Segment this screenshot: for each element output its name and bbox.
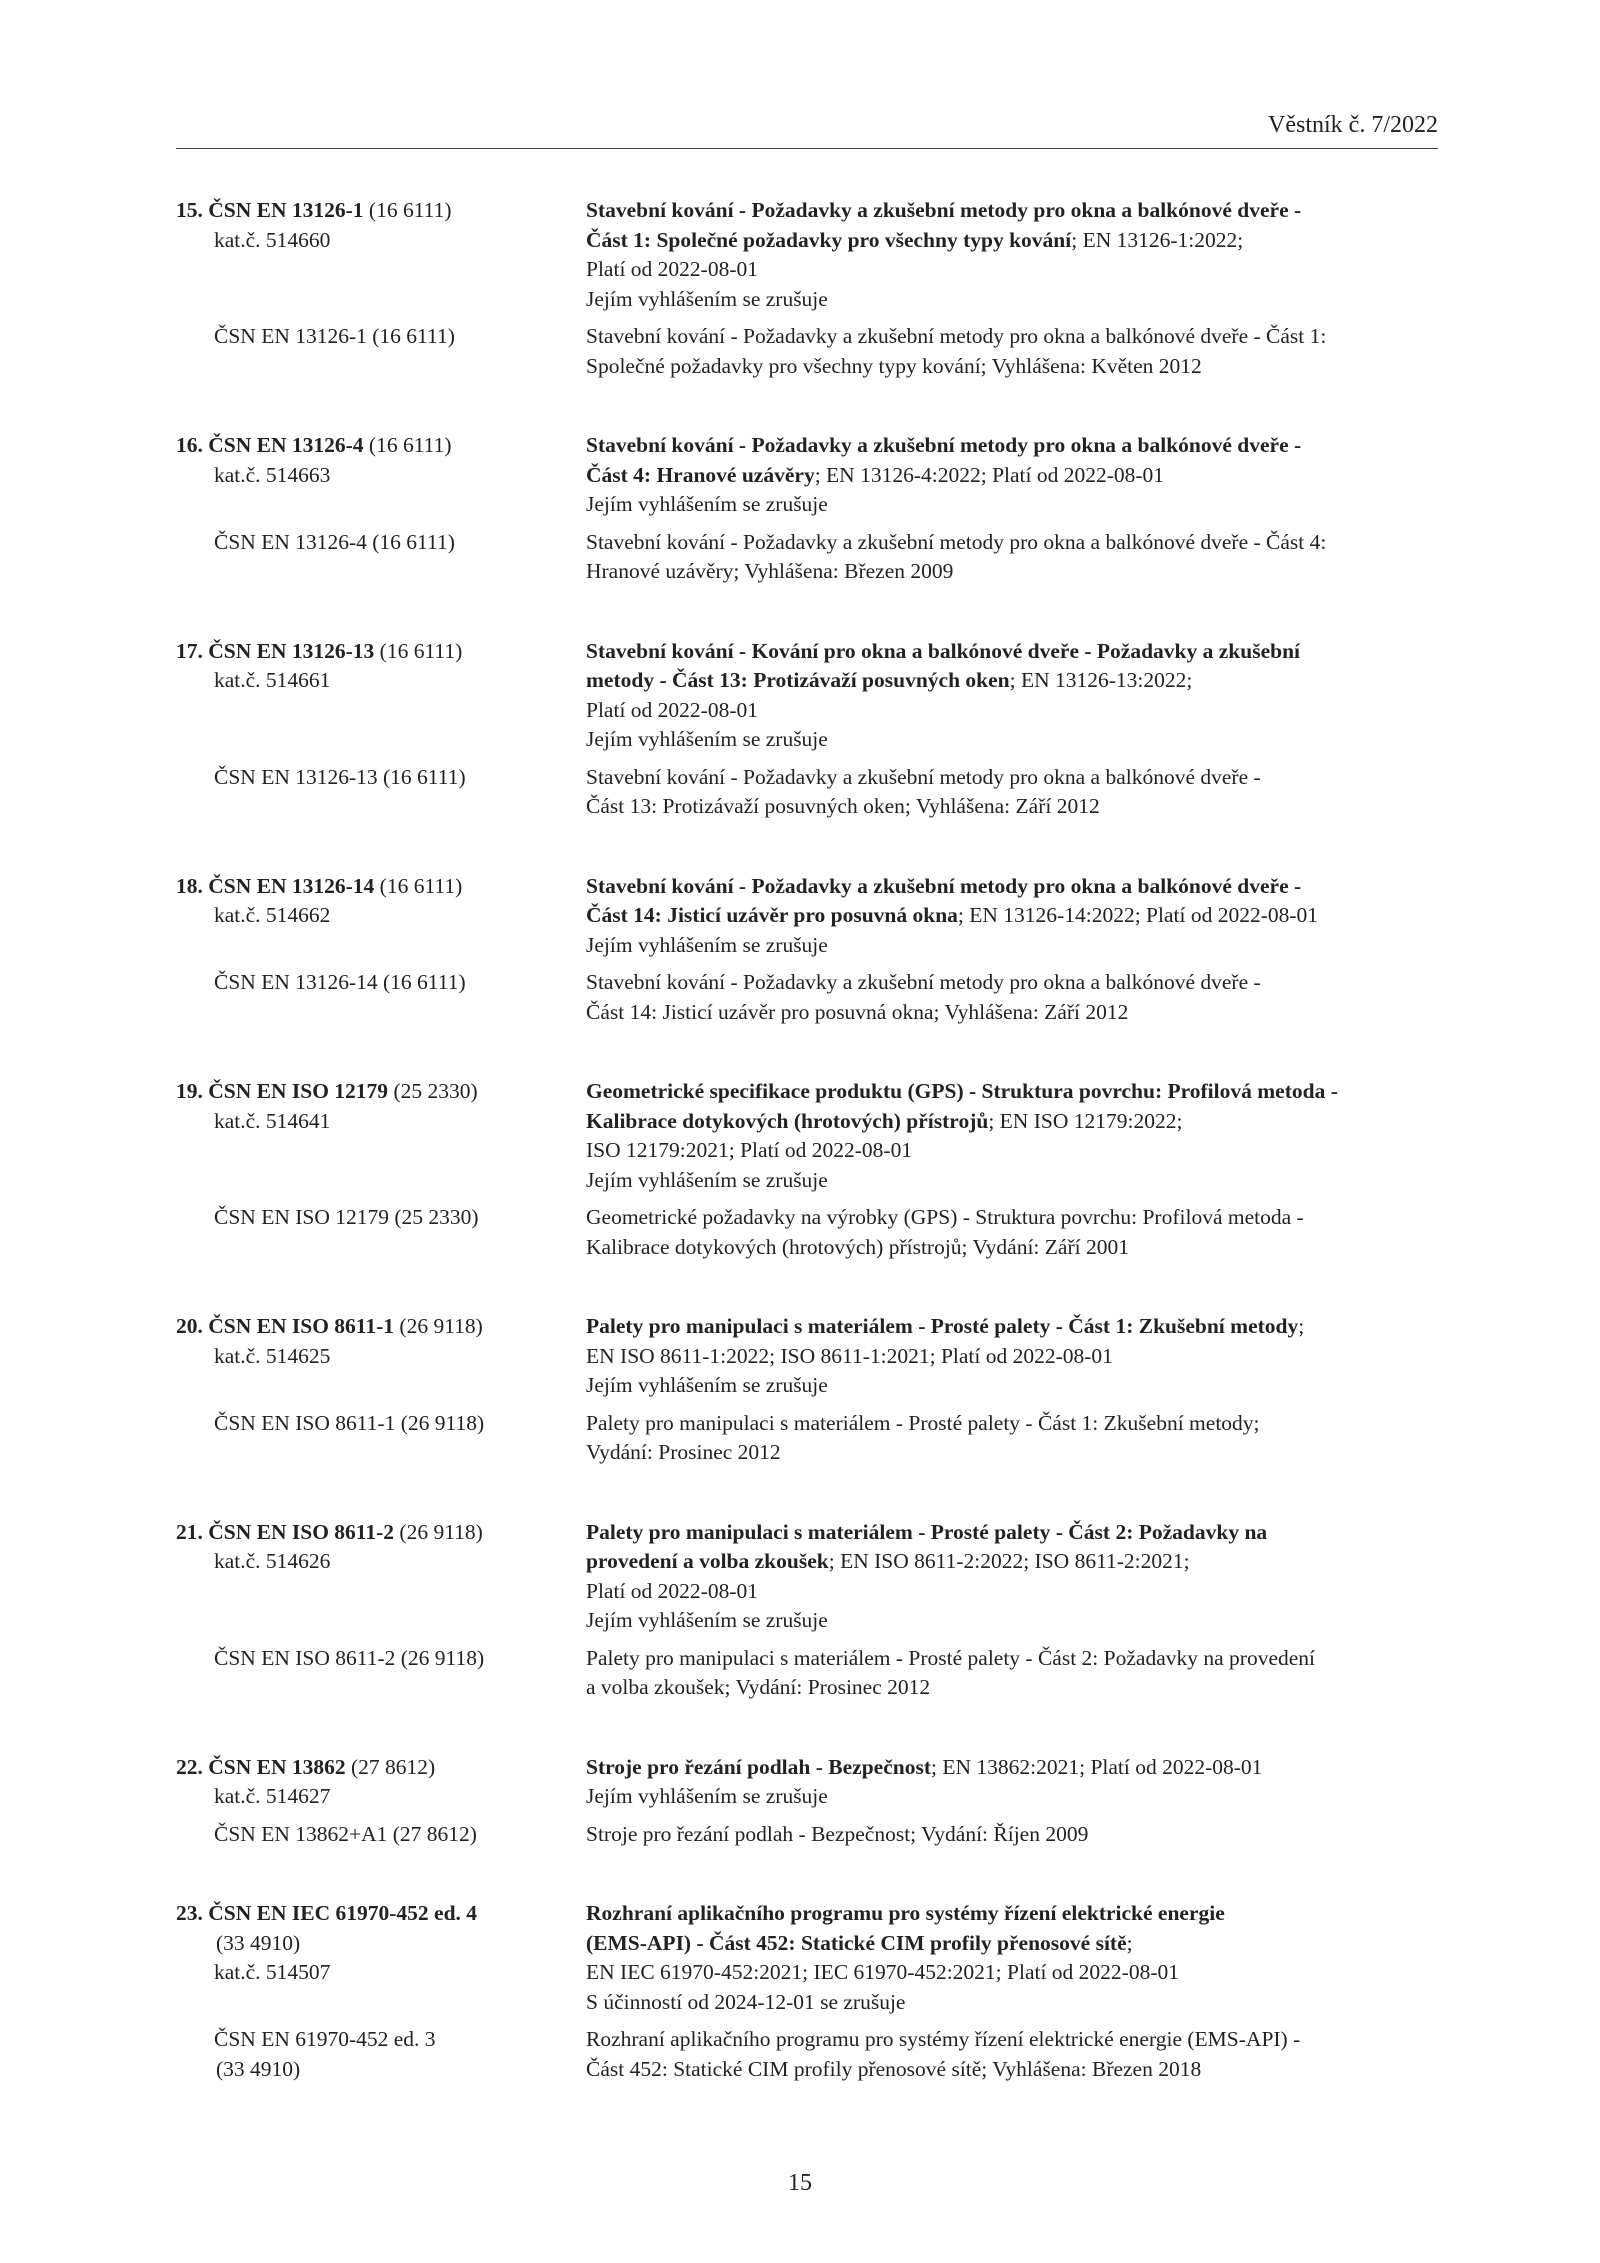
entry-number: 22.: [176, 1754, 203, 1779]
replaced-standard-code: ČSN EN 61970-452 ed. 3: [214, 2027, 436, 2051]
standard-title-cont: Část 14: Jisticí uzávěr pro posuvná okna: [586, 903, 958, 927]
standard-title: Stroje pro řezání podlah - Bezpečnost: [586, 1754, 931, 1779]
standard-code: ČSN EN ISO 8611-2: [208, 1519, 395, 1544]
validity-date: Platí od 2022-08-01: [586, 1578, 758, 1603]
catalog-number: kat.č. 514507: [214, 1960, 331, 1984]
classification-code: (33 4910): [216, 1930, 301, 1955]
entry-number: 17.: [176, 638, 203, 663]
replaced-standard-title: Stroje pro řezání podlah - Bezpečnost; Vydání: Říjen 2009: [586, 1821, 1089, 1846]
standard-title-punct: ;: [1298, 1314, 1305, 1338]
standard-title: Rozhraní aplikačního programu pro systémy řízení elektrické energie: [586, 1901, 1225, 1925]
replaced-standard-code: ČSN EN ISO 12179 (25 2330): [214, 1205, 479, 1229]
list-item: [176, 637, 1438, 822]
standard-title-punct: ;: [1126, 1930, 1133, 1955]
standard-reference: ; EN 13126-13:2022;: [1009, 668, 1193, 692]
replaced-standard-title-cont: Hranové uzávěry; Vyhlášena: Březen 2009: [586, 559, 954, 583]
replaced-standard-title: Stavební kování - Požadavky a zkušební metody pro okna a balkónové dveře -: [586, 764, 1261, 789]
standard-title-cont: Část 1: Společné požadavky pro všechny typy kování: [586, 227, 1072, 252]
replaced-standard-title: Geometrické požadavky na výrobky (GPS) - Struktura povrchu: Profilová metoda -: [586, 1205, 1304, 1229]
withdrawal-note: Jejím vyhlášením se zrušuje: [586, 1167, 828, 1192]
entry-number: 19.: [176, 1079, 203, 1103]
validity-date: Platí od 2022-08-01: [586, 257, 758, 281]
withdrawal-note: Jejím vyhlášením se zrušuje: [586, 1784, 828, 1808]
catalog-number: kat.č. 514661: [214, 668, 331, 692]
replaced-standard-title-cont: Část 13: Protizávaží posuvných oken; Vyhlášena: Září 2012: [586, 794, 1100, 818]
list-item: [176, 1077, 1438, 1262]
catalog-number: kat.č. 514662: [214, 903, 331, 927]
list-item: [176, 1312, 1438, 1468]
replaced-standard-code: ČSN EN ISO 8611-1 (26 9118): [214, 1410, 485, 1435]
list-item: [176, 872, 1438, 1028]
withdrawal-note: Jejím vyhlášením se zrušuje: [586, 1373, 828, 1397]
standard-reference: ; EN 13126-4:2022; Platí od 2022-08-01: [814, 462, 1165, 487]
entry-number: 16.: [176, 433, 203, 457]
standard-reference: EN ISO 8611-1:2022; ISO 8611-1:2021; Platí od 2022-08-01: [586, 1343, 1113, 1368]
catalog-number: kat.č. 514663: [214, 462, 331, 487]
entry-number: 15.: [176, 198, 203, 222]
standard-code: ČSN EN ISO 12179: [208, 1079, 389, 1103]
replaced-standard-code: ČSN EN 13126-14 (16 6111): [214, 970, 466, 994]
standards-list: [176, 196, 1438, 2134]
classification-code: (16 6111): [374, 638, 463, 663]
replaced-standard-title-cont: Vydání: Prosinec 2012: [586, 1440, 781, 1464]
withdrawal-note: Jejím vyhlášením se zrušuje: [586, 932, 828, 957]
replaced-standard-title: Stavební kování - Požadavky a zkušební metody pro okna a balkónové dveře - Část 4:: [586, 529, 1327, 554]
replaced-classification-code: (33 4910): [216, 2056, 301, 2081]
standard-title-cont: (EMS-API) - Část 452: Statické CIM profily přenosové sítě: [586, 1930, 1127, 1955]
classification-code: (26 9118): [394, 1314, 483, 1338]
classification-code: (16 6111): [374, 873, 463, 898]
list-item: [176, 431, 1438, 587]
replaced-standard-code: ČSN EN 13126-13 (16 6111): [214, 764, 466, 789]
withdrawal-note: Jejím vyhlášením se zrušuje: [586, 492, 828, 516]
catalog-number: kat.č. 514626: [214, 1549, 331, 1573]
page-header: [176, 108, 1438, 149]
replaced-standard-title-cont: Kalibrace dotykových (hrotových) přístrojů; Vydání: Září 2001: [586, 1234, 1129, 1259]
standard-reference: ; EN 13862:2021; Platí od 2022-08-01: [930, 1754, 1263, 1779]
replaced-standard-title-cont: Část 452: Statické CIM profily přenosové sítě; Vyhlášena: Březen 2018: [586, 2056, 1202, 2081]
standard-code: ČSN EN 13862: [208, 1754, 346, 1779]
replaced-standard-title-cont: a volba zkoušek; Vydání: Prosinec 2012: [586, 1675, 931, 1699]
standard-title-cont: provedení a volba zkoušek: [586, 1549, 829, 1573]
standard-code: ČSN EN 13126-4: [208, 433, 364, 457]
standard-title: Palety pro manipulaci s materiálem - Prosté palety - Část 2: Požadavky na: [586, 1519, 1268, 1544]
list-item: [176, 1753, 1438, 1850]
replaced-standard-code: ČSN EN 13126-4 (16 6111): [214, 529, 455, 554]
list-item: [176, 1518, 1438, 1703]
replaced-standard-title: Palety pro manipulaci s materiálem - Prosté palety - Část 1: Zkušební metody;: [586, 1410, 1260, 1435]
entry-number: 23.: [176, 1901, 203, 1925]
classification-code: (16 6111): [363, 433, 452, 457]
withdrawal-note: Jejím vyhlášením se zrušuje: [586, 286, 828, 311]
validity-date: ISO 12179:2021; Platí od 2022-08-01: [586, 1138, 913, 1162]
replaced-standard-title: Rozhraní aplikačního programu pro systémy řízení elektrické energie (EMS-API) -: [586, 2027, 1301, 2051]
standard-code: ČSN EN ISO 8611-1: [208, 1314, 395, 1338]
list-item: [176, 196, 1438, 381]
replaced-standard-title-cont: Část 14: Jisticí uzávěr pro posuvná okna; Vyhlášena: Září 2012: [586, 999, 1129, 1024]
standard-title-cont: Kalibrace dotykových (hrotových) přístrojů: [586, 1108, 989, 1133]
entry-number: 20.: [176, 1314, 203, 1338]
replaced-standard-title: Palety pro manipulaci s materiálem - Prosté palety - Část 2: Požadavky na provedení: [586, 1645, 1316, 1670]
standard-code: ČSN EN 13126-13: [208, 638, 375, 663]
standard-title-cont: metody - Část 13: Protizávaží posuvných oken: [586, 668, 1010, 692]
replaced-standard-title: Stavební kování - Požadavky a zkušební metody pro okna a balkónové dveře - Část 1:: [586, 324, 1327, 348]
catalog-number: kat.č. 514660: [214, 227, 331, 252]
withdrawal-note: S účinností od 2024-12-01 se zrušuje: [586, 1989, 906, 2014]
catalog-number: kat.č. 514641: [214, 1108, 331, 1133]
page-number: 15: [788, 2170, 812, 2196]
journal-issue-title: Věstník č. 7/2022: [1268, 112, 1438, 138]
replaced-standard-title: Stavební kování - Požadavky a zkušební metody pro okna a balkónové dveře -: [586, 970, 1261, 994]
replaced-standard-title-cont: Společné požadavky pro všechny typy kování; Vyhlášena: Květen 2012: [586, 353, 1202, 378]
standard-reference: EN IEC 61970-452:2021; IEC 61970-452:2021; Platí od 2022-08-01: [586, 1960, 1180, 1984]
standard-title: Palety pro manipulaci s materiálem - Prosté palety - Část 1: Zkušební metody: [586, 1314, 1299, 1338]
standard-title: Geometrické specifikace produktu (GPS) - Struktura povrchu: Profilová metoda -: [586, 1079, 1338, 1103]
entry-number: 21.: [176, 1519, 203, 1544]
classification-code: (16 6111): [363, 198, 452, 222]
standard-reference: ; EN ISO 8611-2:2022; ISO 8611-2:2021;: [828, 1549, 1190, 1573]
standard-title: Stavební kování - Požadavky a zkušební metody pro okna a balkónové dveře -: [586, 433, 1302, 457]
classification-code: (27 8612): [345, 1754, 436, 1779]
standard-title-cont: Část 4: Hranové uzávěry: [586, 462, 815, 487]
classification-code: (26 9118): [394, 1519, 483, 1544]
withdrawal-note: Jejím vyhlášením se zrušuje: [586, 1608, 828, 1632]
validity-date: Platí od 2022-08-01: [586, 697, 758, 722]
replaced-standard-code: ČSN EN 13862+A1 (27 8612): [214, 1821, 477, 1846]
replaced-standard-code: ČSN EN 13126-1 (16 6111): [214, 324, 455, 348]
standard-code: ČSN EN 13126-14: [208, 873, 375, 898]
catalog-number: kat.č. 514627: [214, 1784, 331, 1808]
classification-code: (25 2330): [388, 1079, 478, 1103]
standard-code: ČSN EN 13126-1: [208, 198, 364, 222]
standard-reference: ; EN ISO 12179:2022;: [988, 1108, 1183, 1133]
standard-title: Stavební kování - Kování pro okna a balkónové dveře - Požadavky a zkušební: [586, 638, 1301, 663]
standard-code: ČSN EN IEC 61970-452 ed. 4: [208, 1901, 478, 1925]
standard-reference: ; EN 13126-14:2022; Platí od 2022-08-01: [957, 903, 1319, 927]
standard-title: Stavební kování - Požadavky a zkušební metody pro okna a balkónové dveře -: [586, 198, 1302, 222]
standard-title: Stavební kování - Požadavky a zkušební metody pro okna a balkónové dveře -: [586, 873, 1302, 898]
standard-reference: ; EN 13126-1:2022;: [1071, 227, 1244, 252]
replaced-standard-code: ČSN EN ISO 8611-2 (26 9118): [214, 1645, 485, 1670]
entry-number: 18.: [176, 873, 203, 898]
withdrawal-note: Jejím vyhlášením se zrušuje: [586, 727, 828, 751]
catalog-number: kat.č. 514625: [214, 1343, 331, 1368]
list-item: [176, 1899, 1438, 2084]
